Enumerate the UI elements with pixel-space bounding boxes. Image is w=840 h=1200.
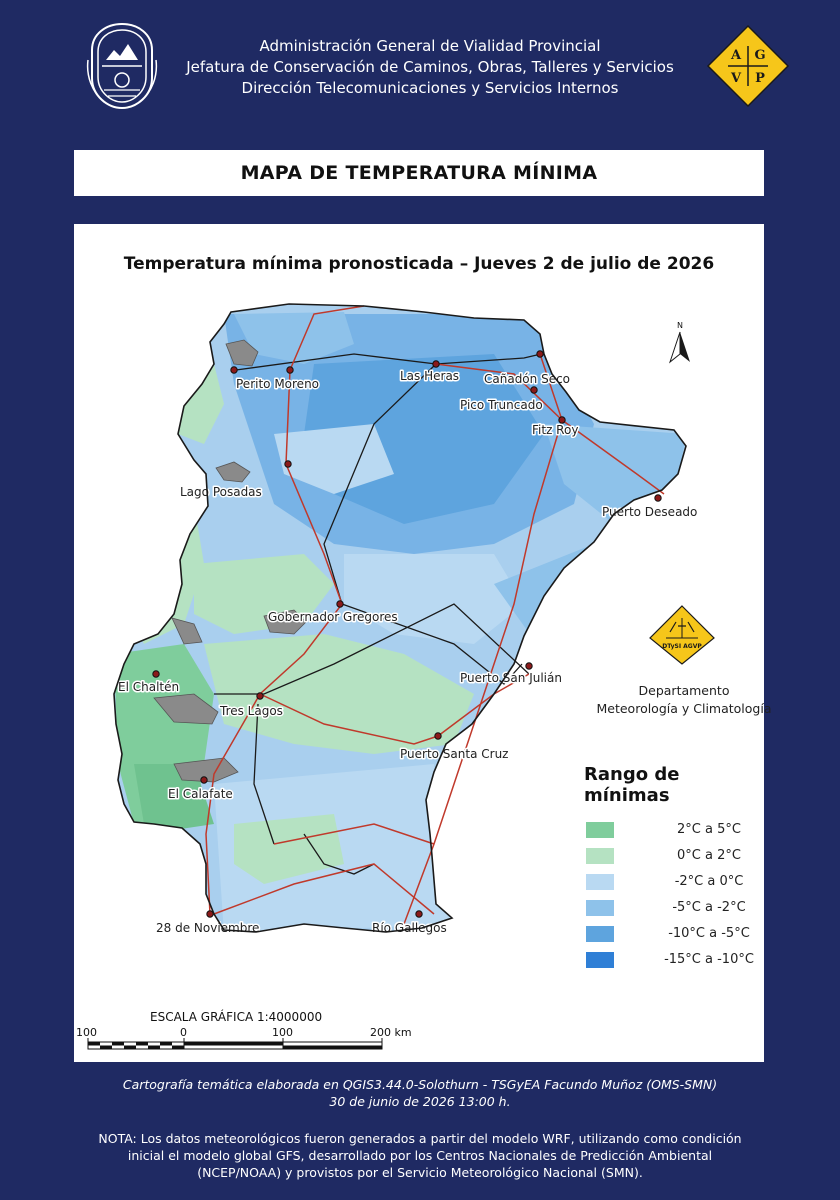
legend-title: Rango de mínimas: [584, 764, 680, 806]
title-box: [74, 150, 764, 196]
city-pico-truncado: Pico Truncado: [460, 398, 543, 412]
city-el-chalten: El Chaltén: [118, 680, 180, 694]
footer-note-3: (NCEP/NOAA) y provistos por el Servicio Meteorológico Nacional (SMN).: [197, 1165, 643, 1180]
city-puerto-santa-cruz: Puerto Santa Cruz: [400, 747, 509, 761]
footer-note-2: inicial el modelo global GFS, desarrollado por los Centros Nacionales de Predicción Ambiental: [127, 1148, 713, 1163]
legend-label: -5°C a -2°C: [672, 900, 746, 915]
city-las-heras: Las Heras: [400, 369, 460, 383]
city-canadon-seco: Cañadón Seco: [484, 372, 571, 386]
footer-note-1: NOTA: Los datos meteorológicos fueron generados a partir del modelo WRF, utilizando como condición: [98, 1131, 742, 1146]
legend-swatch: [586, 848, 614, 864]
city-28-de-noviembre: 28 de Noviembre: [156, 921, 260, 935]
legend-item-0-2: [586, 846, 806, 866]
scale-label-left: 100: [76, 1026, 97, 1039]
legend-item-m2-0: [586, 872, 806, 892]
legend-item-m15-m10: [586, 950, 806, 970]
logo-letter-v: V: [730, 71, 742, 86]
logo-letter-a: A: [730, 48, 742, 63]
north-label: N: [677, 321, 683, 330]
department-line-1: Departamento: [638, 683, 730, 698]
legend-swatch: [586, 900, 614, 916]
department-logo-text: DTySI AGVP: [662, 643, 702, 650]
province-seal-icon: [84, 20, 160, 112]
footer-note-block: [60, 1130, 780, 1181]
city-puerto-san-julian: Puerto San Julián: [460, 671, 562, 685]
north-arrow-icon: [670, 321, 690, 362]
city-tres-lagos: Tres Lagos: [220, 704, 283, 718]
legend-item-2-5: [586, 820, 806, 840]
footer-credit-block: [60, 1076, 780, 1110]
city-fitz-roy: Fitz Roy: [532, 423, 579, 437]
city-perito-moreno: Perito Moreno: [236, 377, 320, 391]
legend-label: -2°C a 0°C: [674, 874, 744, 889]
legend-label: 2°C a 5°C: [677, 822, 741, 837]
legend-label: 0°C a 2°C: [677, 848, 741, 863]
department-logo: [648, 604, 716, 666]
legend-swatch: [586, 874, 614, 890]
city-puerto-deseado: Puerto Deseado: [602, 505, 698, 519]
legend-swatch: [586, 822, 614, 838]
map-subtitle: Temperatura mínima pronosticada – Jueves 2 de julio de 2026: [123, 254, 715, 274]
agvp-logo: [706, 24, 790, 108]
department-name: [574, 682, 794, 718]
map-panel: [74, 224, 772, 1062]
header-line-1: Administración General de Vialidad Provincial: [259, 37, 601, 55]
header-line-2: Jefatura de Conservación de Caminos, Obras, Talleres y Servicios: [186, 58, 674, 76]
city-gobernador-gregores: Gobernador Gregores: [268, 610, 398, 624]
legend-swatch: [586, 952, 614, 968]
scale-label-zero: 0: [180, 1026, 187, 1039]
header: [0, 0, 840, 150]
scale-label-200: 200 km: [370, 1026, 412, 1039]
page-title: MAPA DE TEMPERATURA MÍNIMA: [240, 162, 598, 184]
logo-letter-p: P: [755, 71, 765, 86]
header-line-3: Dirección Telecomunicaciones y Servicios Internos: [241, 79, 619, 97]
footer-date: 30 de junio de 2026 13:00 h.: [329, 1094, 511, 1109]
city-rio-gallegos: Río Gallegos: [372, 921, 447, 935]
legend-label: -10°C a -5°C: [668, 926, 750, 941]
scale-title: ESCALA GRÁFICA 1:4000000: [150, 1010, 323, 1024]
legend-item-m5-m2: [586, 898, 806, 918]
scale-label-100: 100: [272, 1026, 293, 1039]
legend-label: -15°C a -10°C: [664, 952, 754, 967]
department-line-2: Meteorología y Climatología: [596, 701, 772, 716]
footer-credit: Cartografía temática elaborada en QGIS3.44.0-Solothurn - TSGyEA Facundo Muñoz (OMS-SMN): [122, 1077, 718, 1092]
scale-bar: [88, 1038, 382, 1049]
legend-item-m10-m5: [586, 924, 806, 944]
legend-swatch: [586, 926, 614, 942]
city-lago-posadas: Lago Posadas: [180, 485, 262, 499]
city-el-calafate: El Calafate: [168, 787, 233, 801]
logo-letter-g: G: [754, 48, 766, 63]
